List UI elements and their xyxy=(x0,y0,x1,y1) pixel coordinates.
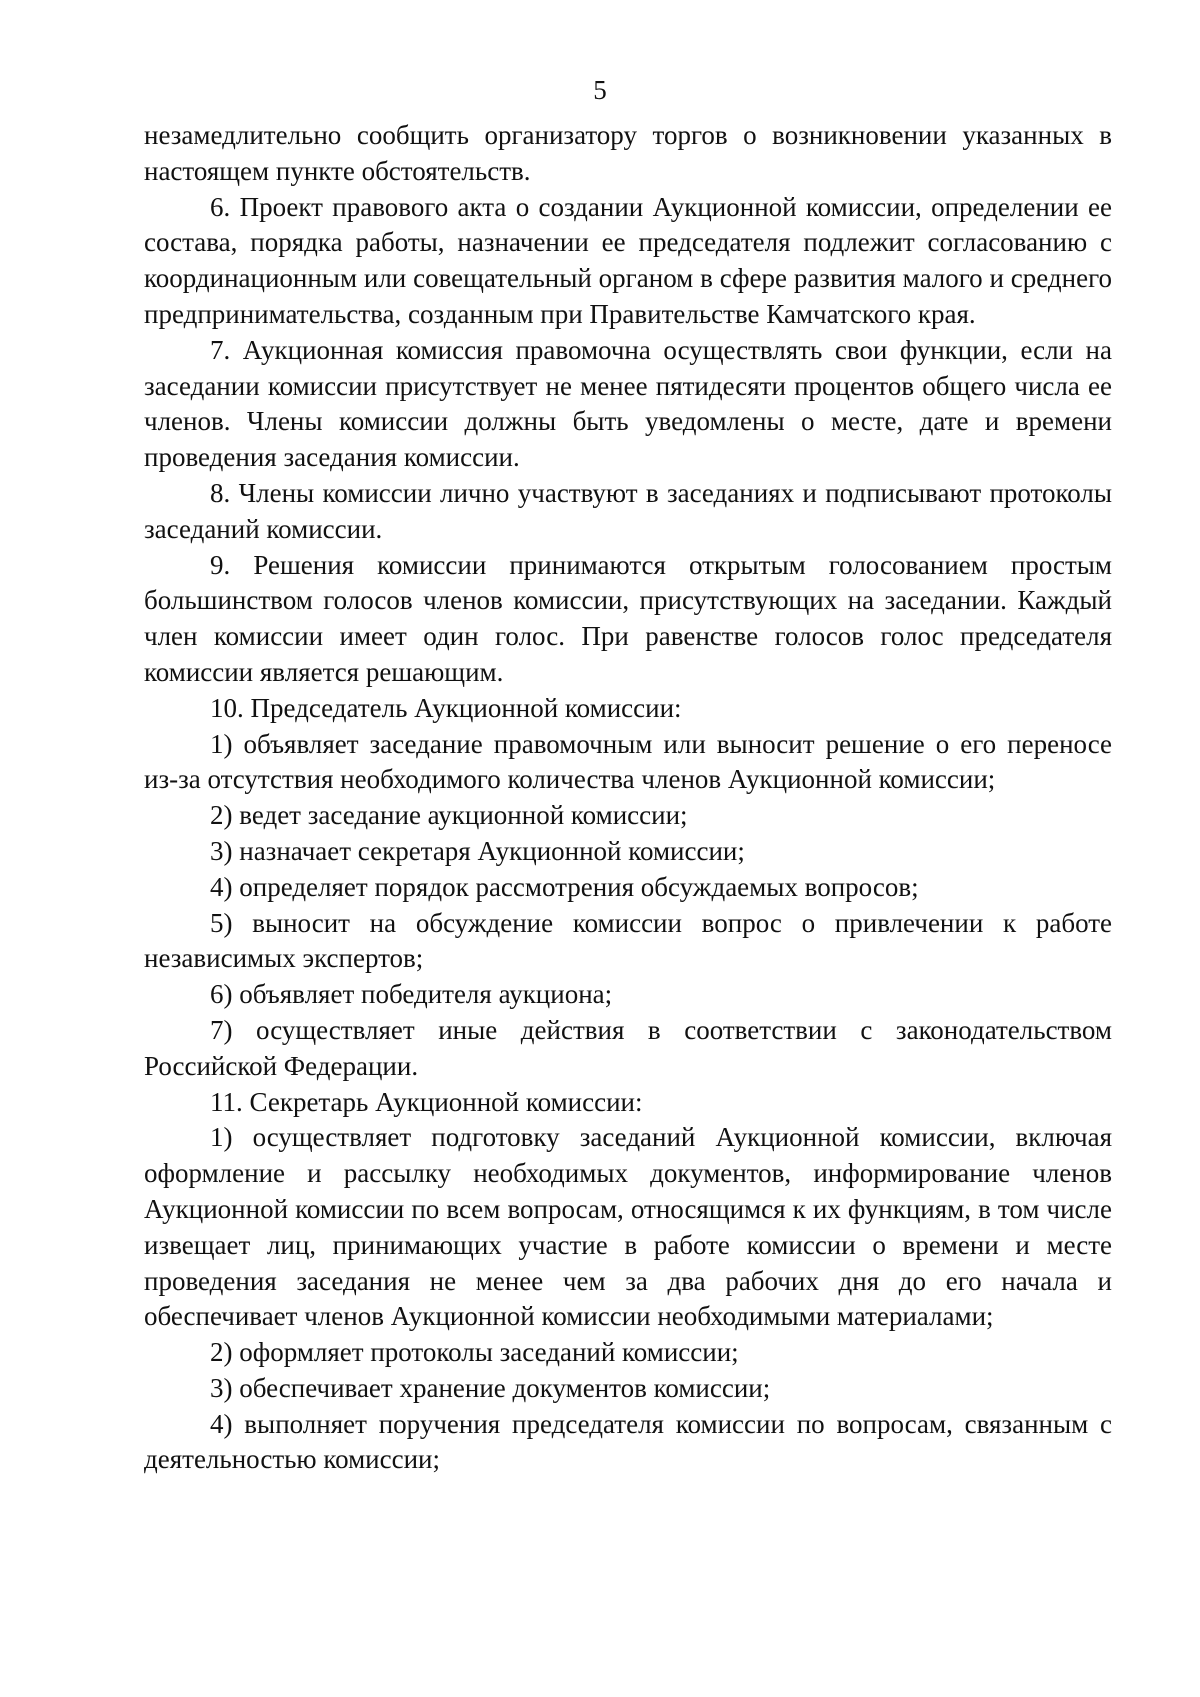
page-number: 5 xyxy=(593,75,607,105)
paragraph: 8. Члены комиссии лично участвуют в заседаниях и подписывают протоколы заседаний комиссии. xyxy=(144,477,1112,544)
paragraph: 6) объявляет победителя аукциона; xyxy=(210,979,613,1010)
paragraph: 10. Председатель Аукционной комиссии: xyxy=(210,692,682,723)
paragraph: 7) осуществляет иные действия в соответствии с законодательством Российской Федерации. xyxy=(144,1014,1112,1081)
paragraph: 4) определяет порядок рассмотрения обсуждаемых вопросов; xyxy=(210,871,919,902)
paragraph: 6. Проект правового акта о создании Аукционной комиссии, определении ее состава, порядка работы, назначении ее председателя подлежит согласованию с координационным или совещательный органом в сфере развития малого и среднего предпринимательства, созданным при Правительстве Камчатского края. xyxy=(144,191,1112,329)
paragraph: 5) выносит на обсуждение комиссии вопрос о привлечении к работе независимых экспертов; xyxy=(144,907,1112,974)
paragraph: 2) ведет заседание аукционной комиссии; xyxy=(210,800,688,831)
paragraph: 3) обеспечивает хранение документов комиссии; xyxy=(210,1372,771,1403)
paragraph: 9. Решения комиссии принимаются открытым голосованием простым большинством голосов членов комиссии, присутствующих на заседании. Каждый член комиссии имеет один голос. При равенстве голосов голос председателя комиссии является решающим. xyxy=(144,549,1112,687)
paragraph: 1) объявляет заседание правомочным или выносит решение о его переносе из-за отсутствия необходимого количества членов Аукционной комиссии; xyxy=(144,728,1112,795)
paragraph: 11. Секретарь Аукционной комиссии: xyxy=(210,1086,643,1117)
paragraph: 1) осуществляет подготовку заседаний Аукционной комиссии, включая оформление и рассылку необходимых документов, информирование членов Аукционной комиссии по всем вопросам, относящимся к их функциям, в том числе извещает лиц, принимающих участие в работе комиссии о времени и месте проведения заседания не менее чем за два рабочих дня до его начала и обеспечивает членов Аукционной комиссии необходимыми материалами; xyxy=(144,1122,1112,1332)
paragraph: 4) выполняет поручения председателя комиссии по вопросам, связанным с деятельностью комиссии; xyxy=(144,1408,1112,1475)
paragraph: 3) назначает секретаря Аукционной комиссии; xyxy=(210,835,745,866)
paragraph: 2) оформляет протоколы заседаний комиссии; xyxy=(210,1337,739,1368)
paragraph: 7. Аукционная комиссия правомочна осуществлять свои функции, если на заседании комиссии присутствует не менее пятидесяти процентов общего числа ее членов. Члены комиссии должны быть уведомлены о месте, дате и времени проведения заседания комиссии. xyxy=(144,334,1112,473)
paragraph: незамедлительно сообщить организатору торгов о возникновении указанных в настоящем пункте обстоятельств. xyxy=(144,120,1112,186)
document-body xyxy=(144,118,1112,1478)
